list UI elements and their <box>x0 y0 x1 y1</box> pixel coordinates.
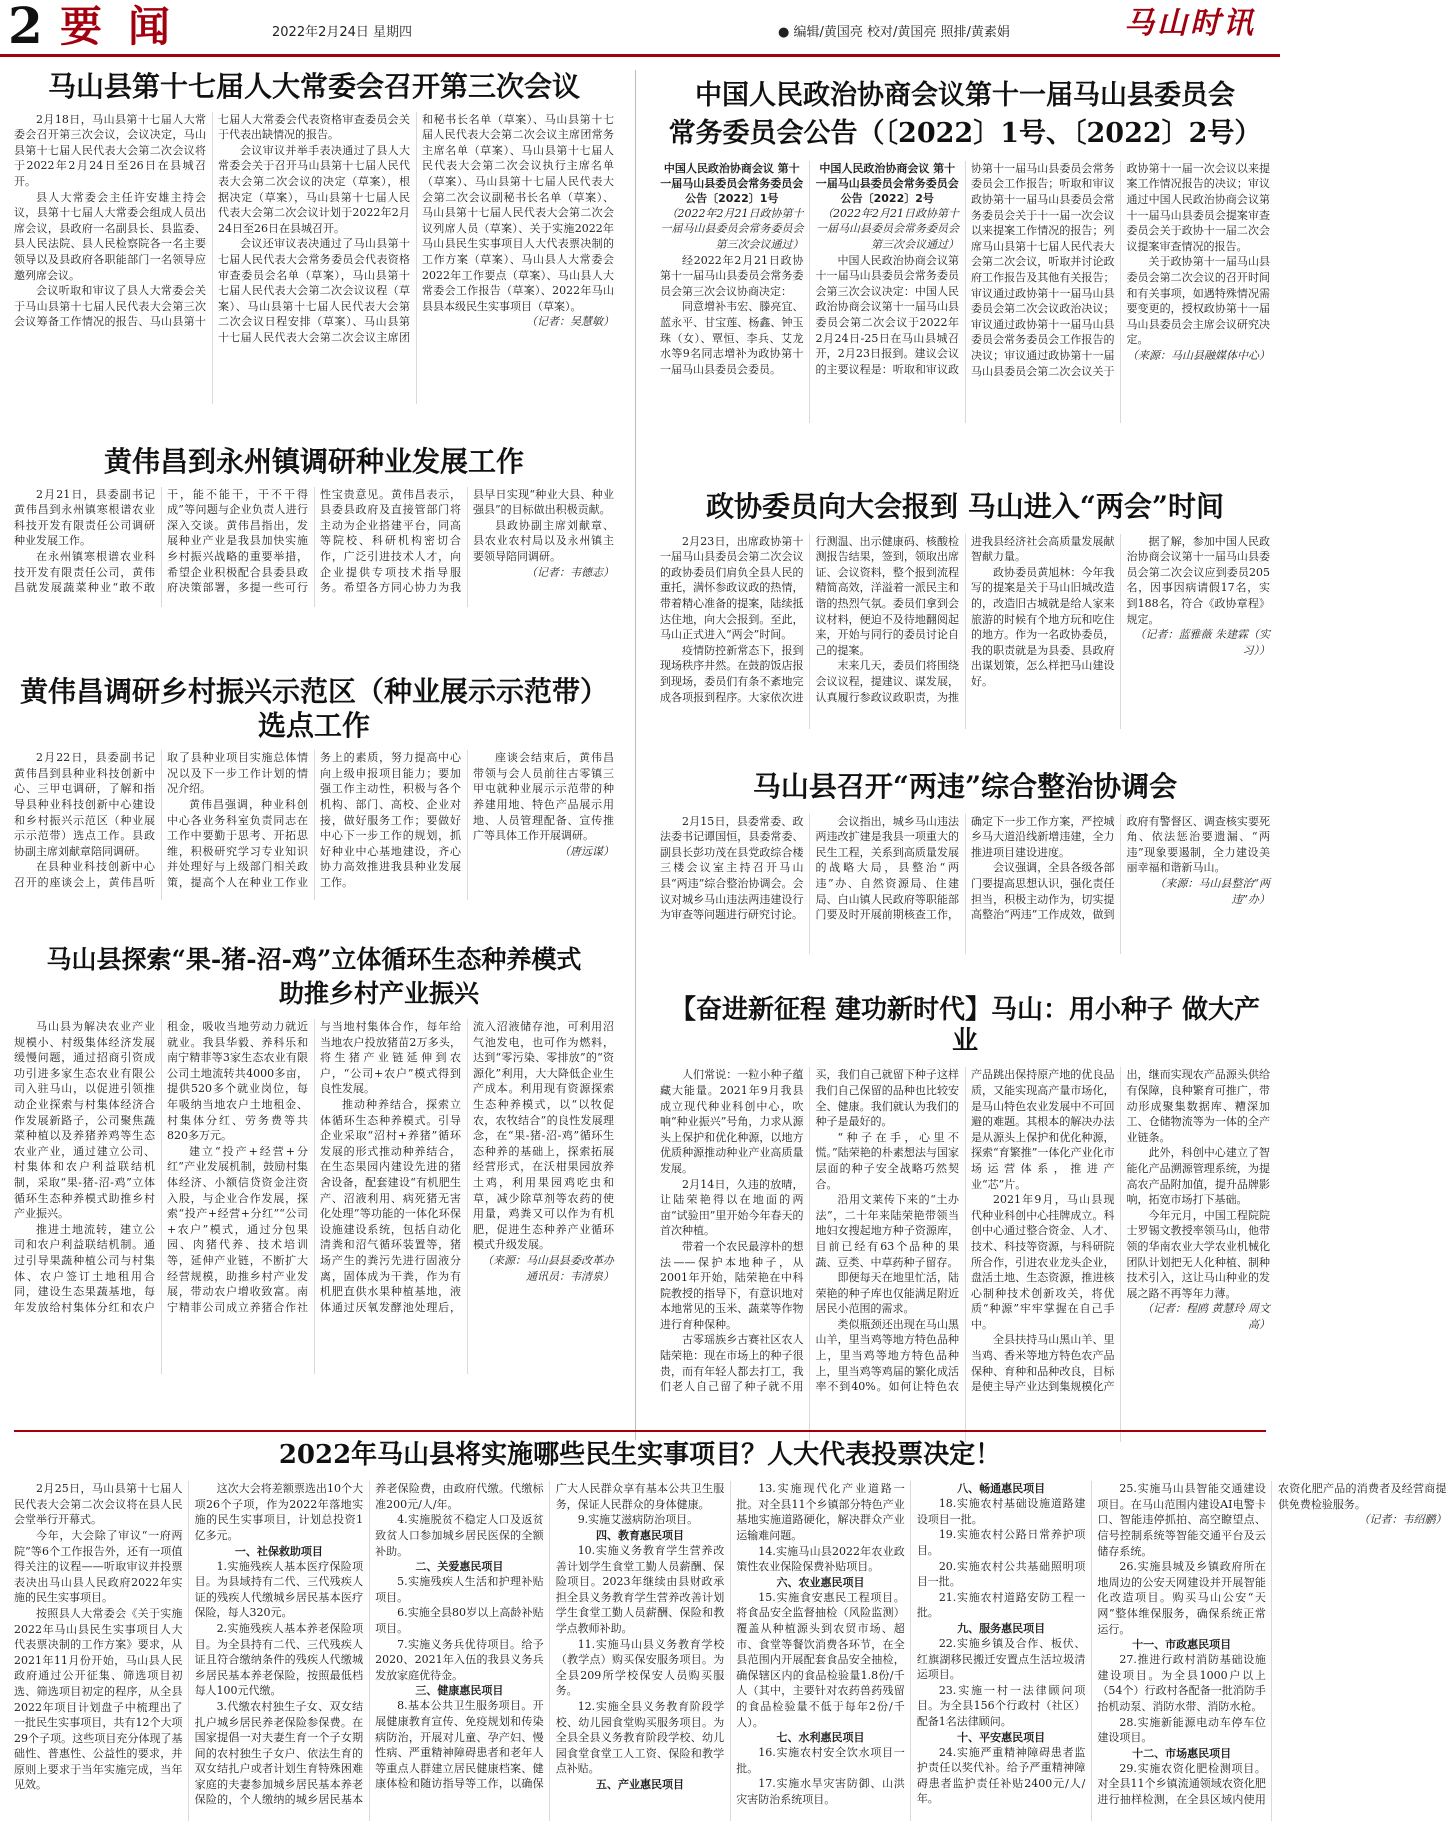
article-paragraph: 13.实施现代化产业道路一批。对全县11个乡镇部分特色产业基地实施道路硬化，解决群众产业运输难问题。 <box>736 1482 905 1542</box>
byline: （记者：韦绍鹏） <box>1358 1513 1447 1527</box>
subheading: 十一、市政惠民项目 <box>1132 1638 1232 1652</box>
article-paragraph: 9.实施艾滋病防治项目。 <box>577 1513 699 1527</box>
article-paragraph: 19.实施农村公路日常养护项目。 <box>916 1528 1086 1557</box>
article-paragraph: 末来几天，委员们将围绕会议议程，提建议、谋发展，认真履行参政议政职责，为推进我县经济社会高质量发展献智献力量。 <box>815 534 1115 704</box>
article-paragraph: 建立“投产+经营+分红”产业发展机制，鼓励村集体经济、小额信贷资金注资入股，与企业合作发展，探索“投产+经营+分红”“公司+农户”模式，通过分包果园、肉猪代养、技术培训等，延伸产业链，不断扩大经营规模，助推乡村产业发展，带动农户增收致富。南宁精菲公司成立养猪合作社与当地村集体合作，每年给当地农户投放猪苗2万多头，将生猪产业链延伸到农户，“公司+农户”模式得到良性发展。 <box>167 1020 461 1314</box>
article-paragraph: 12.实施全县义务教育阶段学校、幼儿园食堂购买服务项目。为全县全县义务教育阶段学校、幼儿园食堂食堂工人工资、保险和教学点补贴。 <box>555 1699 725 1776</box>
article-paragraph: 2021年9月，马山县现代种业科创中心挂牌成立。科创中心通过整合资金、人才、技术、科技等资源，与科研院所合作，引进农业龙头企业，盘活土地、生态资源，推进核心制种技术创新攻关，将优质“种源”牢牢掌握在自己手中。 <box>971 1193 1115 1331</box>
article-paragraph: 沿用文莱传下来的“土办法”，二十年来陆荣艳带领当地妇女搜起地方种子资源库，目前已经有63个品种的果蔬、豆类、中草药种子留存。 <box>815 1193 959 1269</box>
subheading: 六、农业惠民项目 <box>776 1575 865 1589</box>
article-paragraph: 16.实施农村安全饮水项目一批。 <box>736 1746 905 1775</box>
article-paragraph: 26.实施县城及乡镇政府所在地周边的公安天网建设并开展智能化改造项目。购买马山公安“天网”整体维保服务，确保系统正常运行。 <box>1097 1560 1266 1636</box>
article-paragraph: 马山县为解决农业产业规模小、村级集体经济发展缓慢问题，通过招商引资成功引进多家生态农业有限公司入驻马山，以促进引领推动企业探索与村集体经济合作发展新路子，公司聚焦蔬菜种植以及养猪养鸡等生态农业产业，通过建立公司、村集体和农户利益联结机制，采取“果-猪-沼-鸡”立体循环生态种养模式助推乡村产业振兴。 <box>14 1020 155 1221</box>
subheading: 五、产业惠民项目 <box>595 1777 684 1791</box>
article-paragraph: 县人大常委会主任许安雄主持会议，县第十七届人大常委会组成人员出席会议，县政府一名副县长、县监委、县人民法院、县人民检察院各一名主要领导以及县政府各职能部门一名领导应邀列席会议。 <box>14 190 206 282</box>
article-headline: 马山县召开“两违”综合整治协调会 <box>752 770 1178 803</box>
article-headline: 【奋进新征程 建功新时代】马山：用小种子 做大产业 <box>669 995 1261 1057</box>
article-paragraph: 会议指出，城乡马山违法两违改扩建是我县一项重大的民生工程，关系到高质量发展的战略大局，县整治“两违”办、自然资源局、住建局、白山镇人民政府等职能部门要及时开展前期核查工作，确定下一步工作方案，严控城乡马大道沿线新增违建，全力推进项目建设进度。 <box>815 814 1115 922</box>
article-cppcc-members-report <box>660 490 1270 740</box>
byline: （来源：马山县整治“两违”办） <box>1154 876 1270 906</box>
article-paragraph: 15.实施食安惠民工程项目。将食品安全监督抽检（风险监测）覆盖从种植源头到农贸市场、超市、食堂等餐饮消费各环节，在全县范围内开展配套食品安全抽检，确保辖区内的食品检验量1.8份/千人（其中，主要针对农药兽药残留的食品检验量不低于每年2份/千人）。 <box>736 1590 905 1729</box>
article-paragraph: 今年元月，中国工程院院士罗锡文教授率领马山，他带领的华南农业大学农业机械化团队计划把无人化种植、制种技术引入，这让马山种业的发展之路不再等年力薄。 <box>1126 1208 1270 1300</box>
article-paragraph: 4.实施脱贫不稳定人口及返贫致贫人口参加城乡居民医保的全额补助。 <box>375 1513 544 1558</box>
article-paragraph: 黄伟昌强调，种业科创中心各业务科室负责同志在工作中要勤于思考、开拓思维，积极研究学习专业知识并处理好与上级部门相关政策，提高个人在种业工作业务上的素质，努力提高中心向上级申报项目能力；要加强工作主动性，积极与各个机构、部门、高校、企业对接，做好服务工作；要做好中心下一步工作的规划，抓好种业中心基地建设，齐心协力高效推进我县种业发展工作。 <box>167 751 461 889</box>
article-livelihood-projects-vote <box>14 1440 1447 1832</box>
byline: （来源：马山县融媒体中心） <box>1127 348 1270 362</box>
page-header <box>0 0 1280 57</box>
article-paragraph: 1.实施残疾人基本医疗保险项目。为县域持有二代、三代残疾人证的残疾人代缴城乡居民基本医疗保险，每人320元。 <box>194 1559 364 1620</box>
subheading: 中国人民政治协商会议 第十一届马山县委员会常务委员会 公告〔2022〕2号 <box>815 161 959 205</box>
article-paragraph: 即便每天在地里忙活，陆荣艳的种子库也仅能满足附近居民小范围的需求。 <box>815 1271 959 1316</box>
byline: （记者：蓝雅薇 朱建霖（实习）） <box>1134 628 1270 657</box>
article-paragraph: 17.实施水旱灾害防御、山洪灾害防治系统项目。 <box>736 1777 905 1806</box>
article-paragraph: 2月21日，县委副书记黄伟昌到永州镇寒根谱农业科技开发有限责任公司调研种业发展工作。 <box>14 487 155 548</box>
article-paragraph: 14.实施马山县2022年农业政策性农业保险保费补贴项目。 <box>736 1544 905 1574</box>
article-small-seeds-big-industry <box>660 995 1270 1425</box>
article-headline: 政协委员向大会报到 马山进入“两会”时间 <box>706 490 1224 523</box>
article-paragraph: 在永州镇寒根谱农业科技开发有限责任公司，黄伟昌就发展蔬菜种业“敢不敢干，能不能干，干不干得成”等问题与企业负责人进行深入交谈。黄伟昌指出，发展种业产业是我县加快实施乡村振兴战略的重要举措，希望企业积极配合县委县政府决策部署，多提一些可行性宝贵意见。黄伟昌表示，县委县政府及直接管部门将主动为企业搭建平台，同高等院校、科研机构密切合作，广泛引进技术人才，向企业提供专项技术指导服务。希望各方同心协力为我县早日实现“种业大县、种业强县”的目标做出积极贡献。 <box>14 487 614 595</box>
article-subheadline: 助推乡村产业振兴 <box>278 979 479 1008</box>
article-headline: 2022年马山县将实施哪些民生实事项目？人大代表投票决定！ <box>278 1440 1002 1470</box>
article-paragraph: 推进土地流转，建立公司和农户利益联结机制。通过引导果蔬种植公司与村集体、农户签订土地租用合同，建设生态果蔬基地，每年发放给村集体分红和农户租金，吸收当地劳动力就近就业。我县华毅、养科乐和南宁精菲等3家生态农业有限公司土地流转共4000多亩，提供520多个就业岗位，每年吸纳当地农户土地租金、村集体分红、劳务费等共820多万元。 <box>14 1020 308 1314</box>
article-paragraph: 按照县人大常委会《关于实施2022年马山县民生实事项目人大代表票决制的工作方案》要求，从2021年11月份开始，马山县人民政府通过公开征集、筛选项目初选、筛选项目初定的程序，从全县2022年项目计划盘子中梳理出了一批民生实事项目，共有12个大项29个子项。这些项目充分体现了基础性、普惠性、公益性的要求，并原则上要求于当年实施完成，当年见效。 <box>14 1606 183 1792</box>
article-paragraph: 2月18日，马山县第十七届人大常委会召开第三次会议，会议决定，马山县第十七届人民代表大会第二次会议将于2022年2月24日至26日在县城召开。 <box>14 112 206 188</box>
article-seed-industry-research <box>14 445 614 615</box>
article-paragraph: 2.实施残疾人基本养老保险项目。为全县持有二代、三代残疾人证且符合缴纳条件的残疾人代缴城乡居民基本养老保险，按照最低档每人100元代缴。 <box>194 1621 364 1698</box>
editor-credits: ● 编辑/黄国亮 校对/黄国亮 照排/黄素娟 <box>778 25 1010 40</box>
article-paragraph: 会议审议并举手表决通过了县人大常委会关于召开马山县第十七届人民代表大会第二次会议的决定（草案），根据决定（草案），马山县第十七届人民代表大会第二次会议计划于2022年2月24日至26日在县城召开。 <box>218 143 410 235</box>
article-circular-farming-model <box>14 945 614 1385</box>
article-paragraph: 7.实施义务兵优待项目。给予2020、2021年入伍的我县义务兵发放家庭优待金。 <box>375 1637 544 1682</box>
section-rule <box>14 1430 1266 1432</box>
article-paragraph: 县政协副主席刘献章、县农业农村局以及永州镇主要领导陪同调研。 <box>473 518 614 563</box>
article-headline: 黄伟昌到永州镇调研种业发展工作 <box>103 445 524 478</box>
article-paragraph: 27.推进行政村消防基础设施建设项目。为全县1000户以上（54个）行政村各配备一批消防手抬机动泵、消防水带、消防水枪。 <box>1097 1653 1266 1713</box>
subheading: 八、畅通惠民项目 <box>957 1482 1046 1496</box>
article-body <box>14 1481 1447 1821</box>
column-divider <box>635 70 636 1440</box>
article-paragraph: 8.基本公共卫生服务项目。开展健康教育宣传、免疫规划和传染病防治，开展对儿童、孕产妇、慢性病、严重精神障碍患者和老年人等重点人群建立居民健康档案、健康体检和随访指导等工作，以确保广大人民群众享有基本公共卫生服务，保证人民群众的身体健康。 <box>375 1482 725 1791</box>
article-body <box>660 814 1270 954</box>
article-paragraph: 22.实施乡镇及合作、板伏、红旗湖移民搬迁安置点生活垃圾清运项目。 <box>916 1636 1086 1682</box>
article-paragraph: 2月15日，县委常委、政法委书记谭国恒，县委常委、副县长彭功茂在县党政综合楼三楼会议室主持召开马山县“两违”综合整治协调会。会议对城乡马山违法两违建设行为审查等问题进行研究讨论。 <box>660 814 804 922</box>
subheading: 九、服务惠民项目 <box>957 1621 1046 1635</box>
article-paragraph: 28.实施新能源电动车停车位建设项目。 <box>1097 1715 1266 1745</box>
article-body <box>660 161 1270 423</box>
subheading: 三、健康惠民项目 <box>415 1684 504 1698</box>
article-paragraph: 29.实施农资化肥检测项目。对全县11个乡镇流通领域农资化肥进行抽样检测，在全县区域内使用农资化肥产品的消费者及经营商提供免费检验服务。 <box>1097 1482 1447 1806</box>
article-paragraph: 18.实施农村基础设施道路建设项目一批。 <box>916 1497 1086 1526</box>
subheading: 十二、市场惠民项目 <box>1132 1746 1232 1760</box>
article-headline: 马山县第十七届人大常委会召开第三次会议 <box>47 70 580 103</box>
article-paragraph: 据了解，参加中国人民政治协商会议第十一届马山县委员会第二次会议应到委员205名，因事因病请假17名，实到188名，符合《政协章程》规定。 <box>1126 534 1270 626</box>
article-body <box>660 534 1270 729</box>
article-paragraph: 政协委员黄旭林：今年我写的提案是关于马山旧城改造的，改造旧古城就是给人家来旅游的时候有个地方玩和吃住的地方。作为一名政协委员，我的职责就是为县委、县政府出谋划策，怎么样把马山建设好。 <box>971 565 1115 688</box>
article-paragraph: 经2022年2月21日政协第十一届马山县委员会常务委员会第三次会议协商决定： <box>660 253 804 298</box>
article-paragraph: 关于政协第十一届马山县委员会第二次会议的召开时间和有关事项，如遇特殊情况需要变更的，授权政协第十一届马山县委员会主席会议研究决定。 <box>1126 255 1270 347</box>
byline: （2022年2月21日政协第十一届马山县委员会常务委员会第三次会议通过） <box>816 206 959 251</box>
article-body <box>14 750 614 900</box>
subheading: 四、教育惠民项目 <box>595 1528 684 1542</box>
byline: （2022年2月21日政协第十一届马山县委员会常务委员会第三次会议通过） <box>660 206 804 251</box>
article-paragraph: 会议强调，全县各级各部门要提高思想认识，强化责任担当，积极主动作为，切实提高整治“两违”工作成效，做到政府有警督区、调查核实要死角、依法惩治要遗漏、“两违”现象要遏制，全力建设美丽幸福和谐新马山。 <box>971 814 1270 922</box>
article-paragraph: “种子在手，心里不慌。”陆荣艳的朴素想法与国家层面的种子安全战略巧然契合。 <box>815 1130 959 1191</box>
subheading: 十、平安惠民项目 <box>957 1730 1046 1744</box>
article-paragraph: 20.实施农村公共基础照明项目一批。 <box>916 1559 1086 1589</box>
article-paragraph: 6.实施全县80岁以上高龄补贴项目。 <box>375 1606 544 1635</box>
article-headline: 中国人民政治协商会议第十一届马山县委员会 <box>695 80 1235 111</box>
article-paragraph: 今年，大会除了审议“一府两院”等6个工作报告外，还有一项值得关注的议程——听取审议并投票表决出马山县人民政府2022年实施的民生实事项目。 <box>14 1528 183 1605</box>
article-paragraph: 23.实施一村一法律顾问项目。为全县156个行政村（社区）配备1名法律顾问。 <box>916 1683 1086 1728</box>
newspaper-logo: 马山时讯 <box>1124 6 1256 41</box>
article-paragraph: 疫情防控新常态下，报到现场秩序井然。在鼓韵饭店报到现场，委员们有条不紊地完成各项报到程序。大家依次进行测温、出示健康码、核酸检测报告结果，签到，领取出席证、会议资料，整个报到流程精简高效，洋溢着一派民主和谐的热烈气氛。委员们拿到会议材料，便迫不及待地翻阅起来，开始与同行的委员讨论自己的提案。 <box>660 534 959 704</box>
article-paragraph: 2月23日，出席政协第十一届马山县委员会第二次会议的政协委员们肩负全县人民的重托，满怀参政议政的热情，带着精心准备的提案，陆续抵达住地，向大会报到。至此，马山正式进入“两会”时间。 <box>660 534 804 642</box>
article-headline: 黄伟昌调研乡村振兴示范区（种业展示示范带）选点工作 <box>19 675 608 742</box>
article-paragraph: 推动种养结合，探索立体循环生态种养模式。引导企业采取“沼村+养猪”循环发展的形式推动种养结合，在生态果园内建设先进的猪舍设备，配套建设“有机肥生产、沼液利用、病死猪无害化处理”等功能的一体化环保设施建设系统，包括自动化清粪和沼气循环装置等，猪场产生的粪污先进行固液分离，固体成为干粪，作为有机肥直供水果种植基地，液体通过厌氧发酵池处理后，流入沼液储存池，可利用沼气池发电，也可作为燃料，达到“零污染、零排放”的“资源化”利用，大大降低企业生产成本。利用现有资源探索生态种养模式，以“以牧促农，农牧结合”的良性发展理念，在“果-猪-沼-鸡”循环生态种养的基础上，探索拓展经营形式，在沃柑果园放养土鸡，利用果园鸡吃虫和草，减少除草剂等农药的使用量，鸡粪又可以作为有机肥，促进生态种养产业循环模式升级发展。 <box>320 1020 614 1314</box>
article-body <box>14 1019 614 1374</box>
article-paragraph: 会议还审议表决通过了马山县第十七届人民代表大会常务委员会代表资格审查委员会名单（草案），马山县第十七届人民代表大会第二次会议议程（草案）、马山县第十七届人民代表大会第二次会议日程安排（草案）、马山县第十七届人民代表大会第二次会议主席团和秘书长名单（草案）、马山县第十七届人民代表大会第二次会议主席团常务主席名单（草案）、马山县第十七届人民代表大会第二次会议执行主席名单（草案）、马山县第十七届人民代表大会第二次会议副秘书长名单（草案）、马山县第十七届人民代表大会第二次会议列席人员（草案）、关于实施2022年马山县民生实事项目人大代表票决制的工作方案（草案）、马山县人大常委会2022年工作要点（草案）、马山县人大常委会工作报告（草案）、2022年马山县县本级民生实事项目（草案）。 <box>218 112 614 344</box>
article-paragraph: 21.实施农村道路安防工程一批。 <box>916 1590 1086 1620</box>
article-paragraph: 中国人民政治协商会议第十一届马山县委员会常务委员会第三次会议决定：中国人民政治协商会议第十一届马山县委员会第二次会议于2022年2月24日-25日在马山县城召开，2月23日报到。建议会议的主要议程是：听取和审议政协第十一届马山县委员会常务委员会工作报告；听取和审议政协第十一届马山县委员会常务委员会关于十一届一次会议以来提案工作情况的报告；列席马山县第十七届人民代表大会第二次会议，听取并讨论政府工作报告及其他有关报告；审议通过政协第十一届马山县委员会第二次会议政治决议；审议通过政协第十一届马山县委员会常务委员会工作报告的决议；审议通过政协第十一届马山县委员会第二次会议关于政协第十一届一次会议以来提案工作情况报告的决议；审议通过中国人民政治协商会议第十一届马山县委员会提案审查委员会关于政协十一届二次会议提案审查情况的报告。 <box>815 161 1270 378</box>
issue-date: 2022年2月24日 星期四 <box>272 25 413 40</box>
article-body <box>14 487 614 607</box>
byline: （记者：吴慧敏） <box>526 315 614 329</box>
page-number: 2 <box>8 0 43 55</box>
article-subheadline: 常务委员会公告（〔2022〕1号、〔2022〕2号） <box>668 118 1262 150</box>
article-paragraph: 11.实施马山县义务教育学校（教学点）购买保安服务项目。为全县209所学校保安人员购买服务。 <box>555 1637 725 1698</box>
subheading: 一、社保救助项目 <box>234 1544 323 1558</box>
article-paragraph: 座谈会结束后，黄伟昌带领与会人员前往古零镇三甲屯就种业展示示范带的种养建用地、特色产品展示用地、人员管理配备、宣传推广等具体工作开展调研。 <box>473 751 614 843</box>
article-body <box>14 112 614 404</box>
subheading: 中国人民政治协商会议 第十一届马山县委员会常务委员会 公告〔2022〕1号 <box>660 161 804 205</box>
article-paragraph: 2月25日，马山县第十七届人民代表大会第二次会议将在县人民会堂举行开幕式。 <box>14 1482 183 1527</box>
article-illegal-construction-meeting <box>660 770 1270 965</box>
article-cppcc-announcement <box>660 80 1270 430</box>
article-paragraph: 古零瑶族乡古赛社区农人陆荣艳：现在市场上的种子很贵，而有年轻人都去打工，我们老人自己留了种子就不用买，我们自己就留下种子这样我们自己保留的品种也比较安全、健康。我们就认为我们的种子是最好的。 <box>660 1068 959 1394</box>
article-paragraph: 同意增补韦宏、滕亮宜、蓝永平、甘宝莲、杨鑫、钟玉珠（女）、覃恒、李兵、艾龙水等9名同志增补为政协第十一届马山县委员会委员。 <box>660 300 804 376</box>
article-paragraph: 全县扶持马山黑山羊、里当鸡、香米等地方特色农产品保种、育种和品种改良，目标是使主导产业达到集规模化产出，继而实现农产品源头供给有保障，良种繁育可推广，带动形成聚集数据库、糟深加工、仓储物流等为一体的全产业链条。 <box>971 1068 1270 1394</box>
article-paragraph: 10.实施义务教育学生营养改善计划学生食堂工勤人员薪酬、保险项目。2023年继续由县财政承担全县义务教育学生营养改善计划学生食堂工勤人员薪酬、保险和教学点教师补助。 <box>555 1543 725 1635</box>
subheading: 二、关爱惠民项目 <box>415 1560 504 1574</box>
article-paragraph: 人们常说：一粒小种子蕴藏大能量。2021年9月我县成立现代种业科创中心，吹响“种业振兴”号角，力求从源头上保护和优化种源，以地方优质种源推动种业产业高质量发展。 <box>660 1068 804 1175</box>
article-paragraph: 此外，科创中心建立了智能化产品溯源管理系统，为提高农产品附加值，提升品牌影响，拓宽市场打下基础。 <box>1126 1146 1270 1207</box>
byline: （来源：马山县县委改革办 通讯员：韦清泉） <box>482 1253 614 1283</box>
article-headline: 马山县探索“果-猪-沼-鸡”立体循环生态种养模式 <box>46 945 582 974</box>
article-paragraph: 3.代缴农村独生子女、双女结扎户城乡居民养老保险参保费。在国家提倡一对夫妻生育一个子女期间的农村独生子女户、依法生育的双女结扎户或者计划生育特殊困难家庭的夫妻参加城乡居民基本养老保险的，个人缴纳的城乡居民基本养老保险费，由政府代缴。代缴标准200元/人/年。 <box>194 1482 544 1807</box>
article-paragraph: 会议听取和审议了县人大常委会关于马山县第十七届人民代表大会第三次会议筹备工作情况的报告、马山县第十七届人大常委会代表资格审查委员会关于代表出缺情况的报告。 <box>14 112 410 329</box>
article-paragraph: 24.实施严重精神障碍患者监护责任以奖代补。给予严重精神障碍患者监护责任补贴2400元/人/年。 <box>916 1745 1086 1806</box>
article-paragraph: 在县种业科技创新中心召开的座谈会上，黄伟昌听取了县种业项目实施总体情况以及下一步工作计划的情况介绍。 <box>14 751 308 889</box>
article-npc-standing-committee <box>14 70 614 415</box>
article-body <box>660 1067 1270 1442</box>
article-paragraph: 带着一个农民最淳朴的想法——保护本地种子，从2001年开始，陆荣艳在中科院教授的指导下，有意识地对本地常见的玉米、蔬菜等作物进行育种保种。 <box>660 1239 804 1331</box>
article-paragraph: 类似瓶颈还出现在马山黑山羊，里当鸡等地方特色品种上，里当鸡等地方特色品种上，里当鸡等鸡届的繁化成活率不到40%。如何让特色农产品跳出保持原产地的优良品质，又能实现高产量市场化，是马山特色农业发展中不可回避的难题。其根本的解决办法是从源头上保护和优化种源，探索“育繁推”一体化产业化市场运营体系，推进产业“芯”片。 <box>815 1068 1115 1394</box>
byline: （记者：程鸥 黄慧玲 周文高） <box>1142 1302 1270 1331</box>
byline: （记者：韦德志） <box>526 565 614 579</box>
subheading: 七、水利惠民项目 <box>776 1731 865 1745</box>
article-paragraph: 2月22日，县委副书记黄伟昌到县种业科技创新中心、三甲屯调研，了解和指导县种业科技创新中心建设和乡村振兴示范区（种业展示示范带）选点工作。县政协副主席刘献章陪同调研。 <box>14 751 155 858</box>
article-paragraph: 这次大会将差额票选出10个大项26个子项，作为2022年落地实施的民生实事项目，计划总投资1亿多元。 <box>194 1482 364 1542</box>
article-rural-revitalization-demo <box>14 675 614 889</box>
section-title: 要闻 <box>60 2 197 51</box>
article-paragraph: 5.实施残疾人生活和护理补贴项目。 <box>375 1575 544 1604</box>
byline: （唐远谋） <box>559 844 614 858</box>
article-paragraph: 25.实施马山县智能交通建设项目。在马山范围内建设AI电警卡口、智能违停抓拍、高空瞭望点、信号控制系统等智能交通平台及云储存系统。 <box>1097 1482 1266 1558</box>
article-paragraph: 2月14日，久违的放晴，让陆荣艳得以在地面的两亩“试验田”里开始今年春天的首次种植。 <box>660 1177 804 1238</box>
